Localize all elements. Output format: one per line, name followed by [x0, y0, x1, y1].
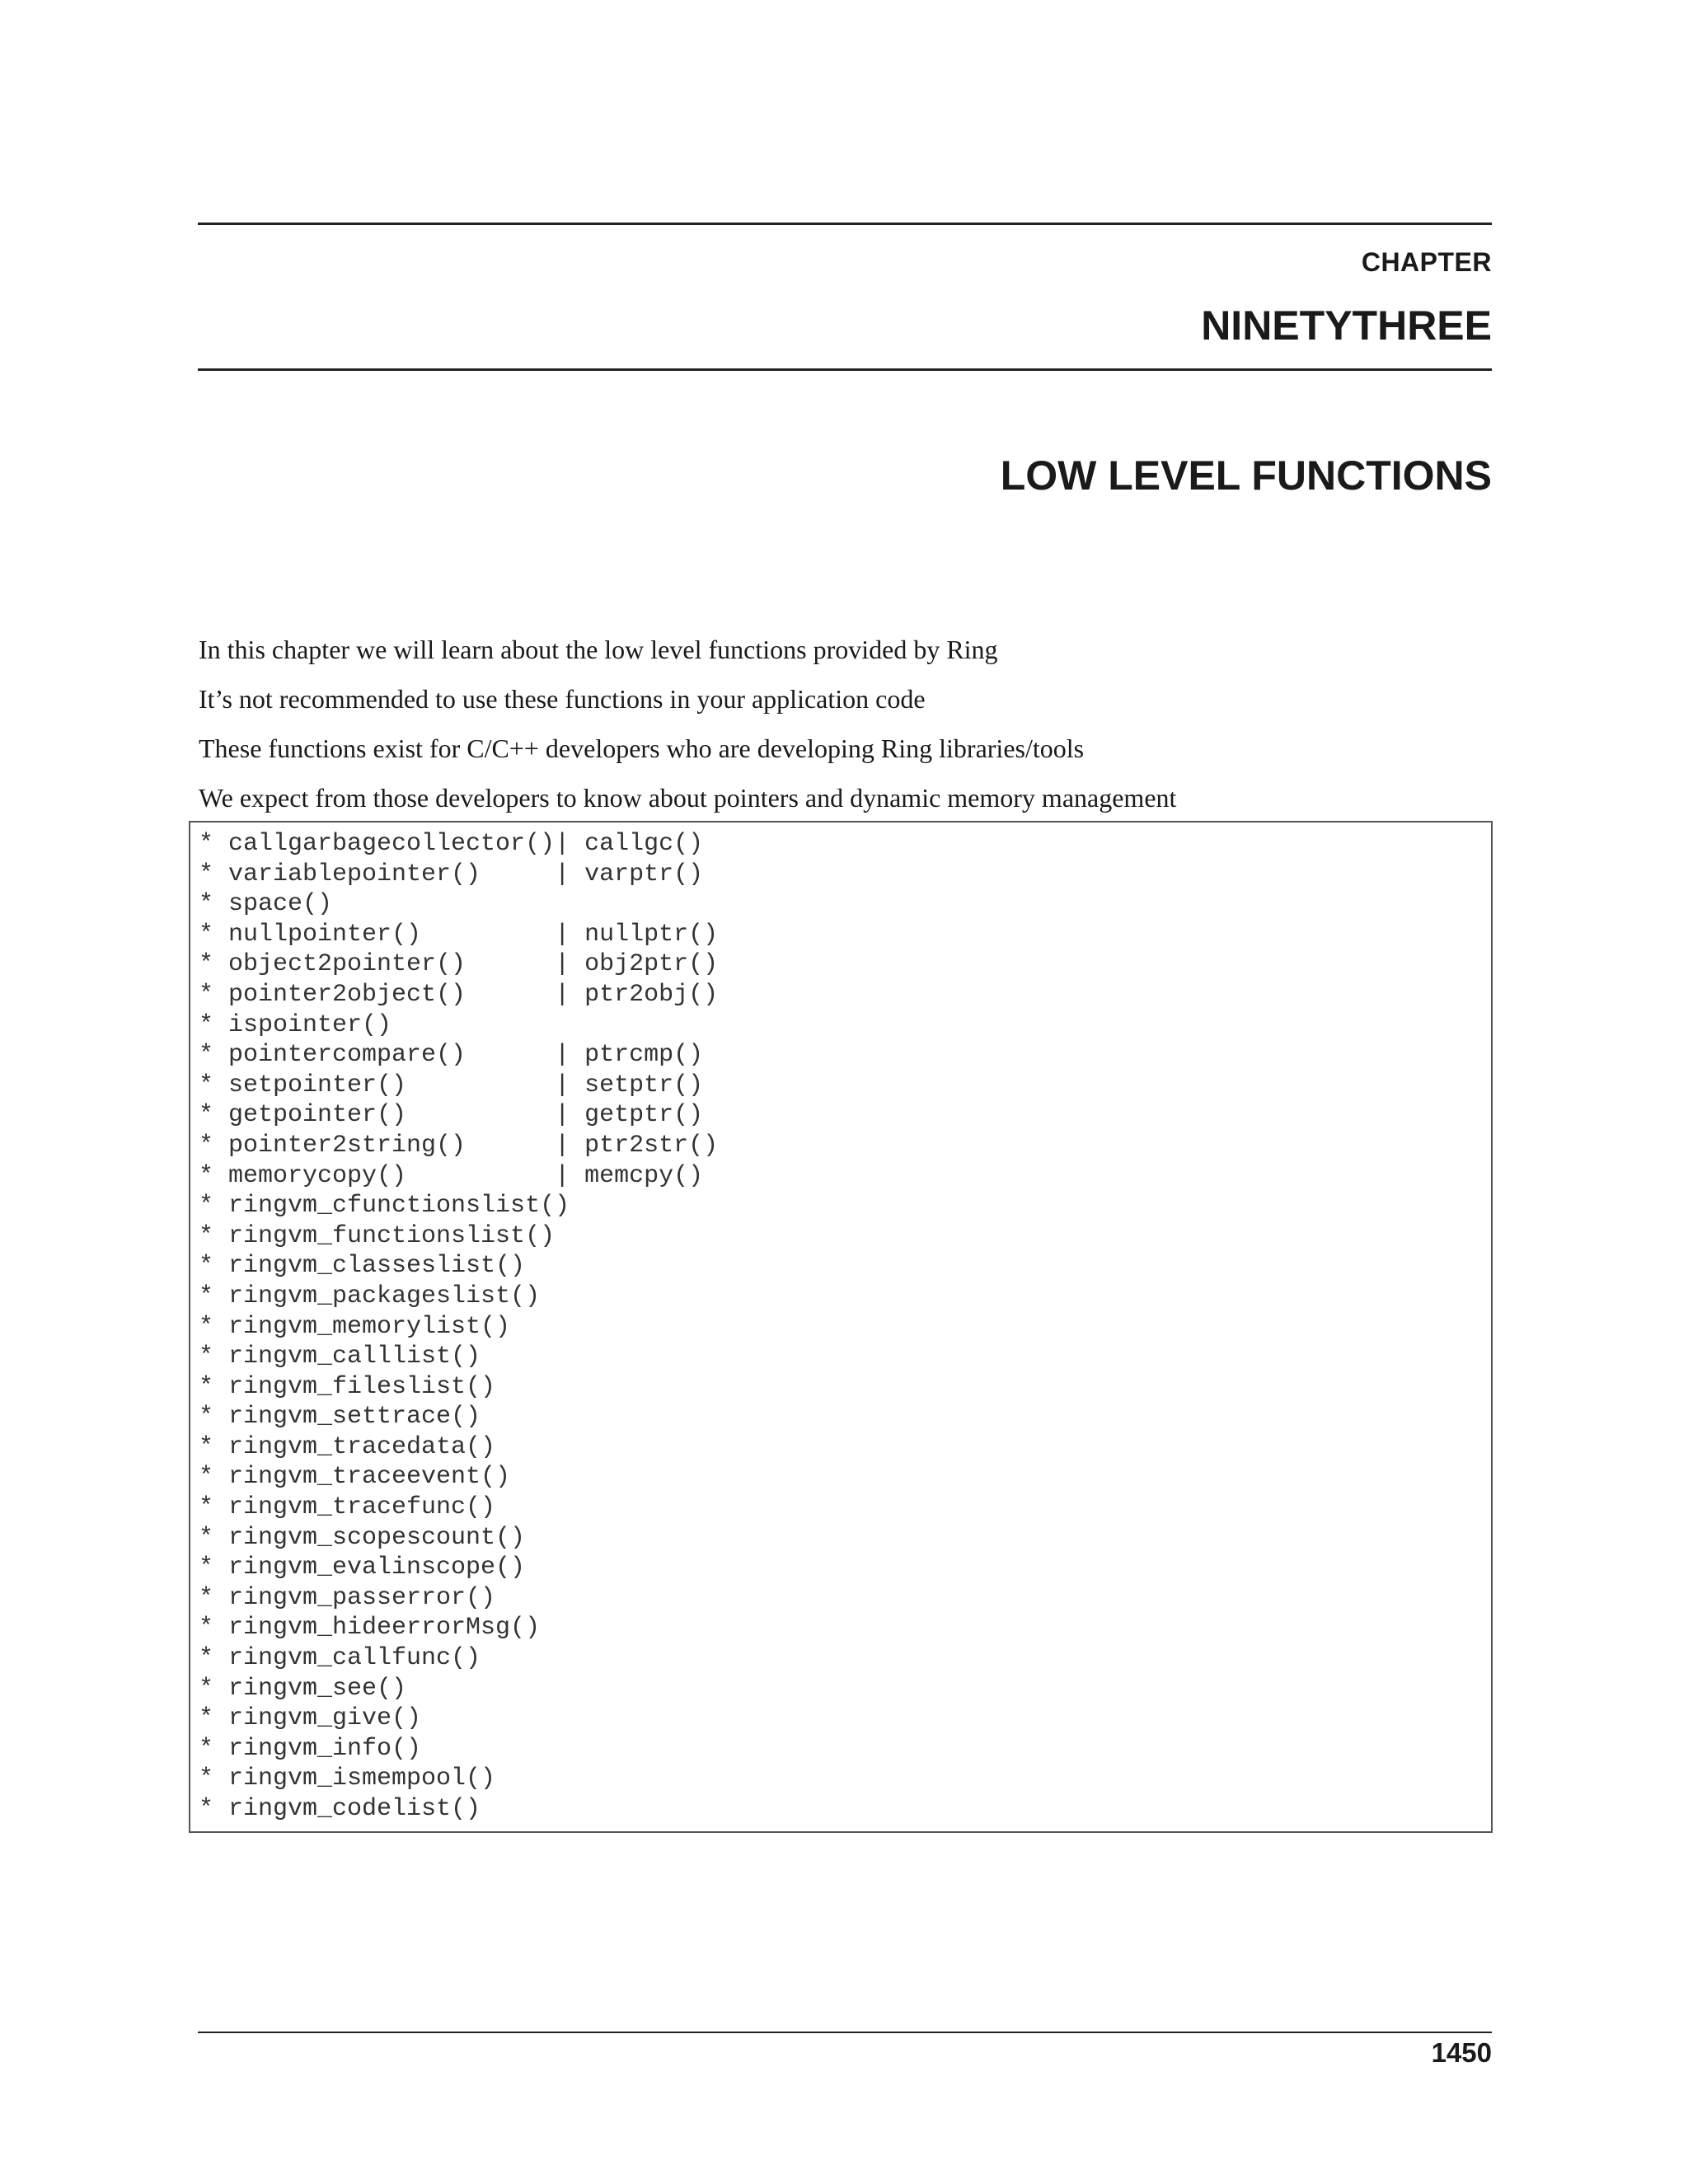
code-line: * callgarbagecollector()| callgc() [199, 830, 704, 858]
code-line: * ringvm_scopescount() [199, 1523, 526, 1552]
footer-rule [198, 2032, 1492, 2033]
code-line: * ringvm_tracedata() [199, 1432, 496, 1461]
code-line: * ringvm_info() [199, 1734, 422, 1763]
chapter-number: NINETYTHREE [1201, 302, 1492, 349]
code-line: * ispointer() [199, 1010, 392, 1039]
intro-text [199, 625, 1493, 823]
code-line: * ringvm_traceevent() [199, 1463, 511, 1492]
code-line: * pointercompare() | ptrcmp() [199, 1041, 704, 1070]
header-bottom-rule [198, 368, 1492, 371]
code-line: * getpointer() | getptr() [199, 1101, 704, 1130]
code-line: * ringvm_evalinscope() [199, 1554, 526, 1582]
code-line: * ringvm_classeslist() [199, 1252, 526, 1281]
code-block [189, 821, 1493, 1833]
page-number: 1450 [1431, 2037, 1492, 2068]
intro-paragraph: In this chapter we will learn about the low level functions provided by Ring [199, 635, 998, 664]
code-line: * nullpointer() | nullptr() [199, 920, 719, 949]
code-line: * ringvm_packageslist() [199, 1282, 541, 1310]
intro-paragraph: These functions exist for C/C++ developers who are developing Ring libraries/tools [199, 733, 1085, 763]
code-line: * space() [199, 890, 333, 919]
code-line: * variablepointer() | varptr() [199, 860, 704, 888]
code-line: * setpointer() | setptr() [199, 1071, 704, 1099]
code-line: * ringvm_tracefunc() [199, 1493, 496, 1522]
code-line: * ringvm_callfunc() [199, 1644, 481, 1673]
code-line: * ringvm_give() [199, 1704, 422, 1733]
code-line: * ringvm_functionslist() [199, 1221, 556, 1250]
code-line: * ringvm_codelist() [199, 1795, 481, 1823]
code-line: * ringvm_settrace() [199, 1403, 481, 1432]
code-line: * ringvm_cfunctionslist() [199, 1192, 570, 1221]
code-line: * memorycopy() | memcpy() [199, 1161, 704, 1190]
code-line: * pointer2object() | ptr2obj() [199, 980, 719, 1009]
code-line: * pointer2string() | ptr2str() [199, 1131, 719, 1160]
code-line: * ringvm_ismempool() [199, 1765, 496, 1793]
code-line: * ringvm_memorylist() [199, 1312, 511, 1341]
code-line: * object2pointer() | obj2ptr() [199, 950, 719, 979]
header-top-rule [198, 223, 1492, 225]
code-line: * ringvm_fileslist() [199, 1372, 496, 1401]
intro-paragraph: We expect from those developers to know about pointers and dynamic memory management [199, 783, 1177, 813]
chapter-label: CHAPTER [1361, 247, 1492, 277]
chapter-title: LOW LEVEL FUNCTIONS [1000, 452, 1492, 499]
code-line: * ringvm_see() [199, 1674, 407, 1703]
code-line: * ringvm_passerror() [199, 1583, 496, 1612]
code-listing [199, 829, 718, 1825]
intro-paragraph: It’s not recommended to use these functions in your application code [199, 684, 926, 714]
code-line: * ringvm_calllist() [199, 1343, 481, 1371]
code-line: * ringvm_hideerrorMsg() [199, 1614, 541, 1643]
